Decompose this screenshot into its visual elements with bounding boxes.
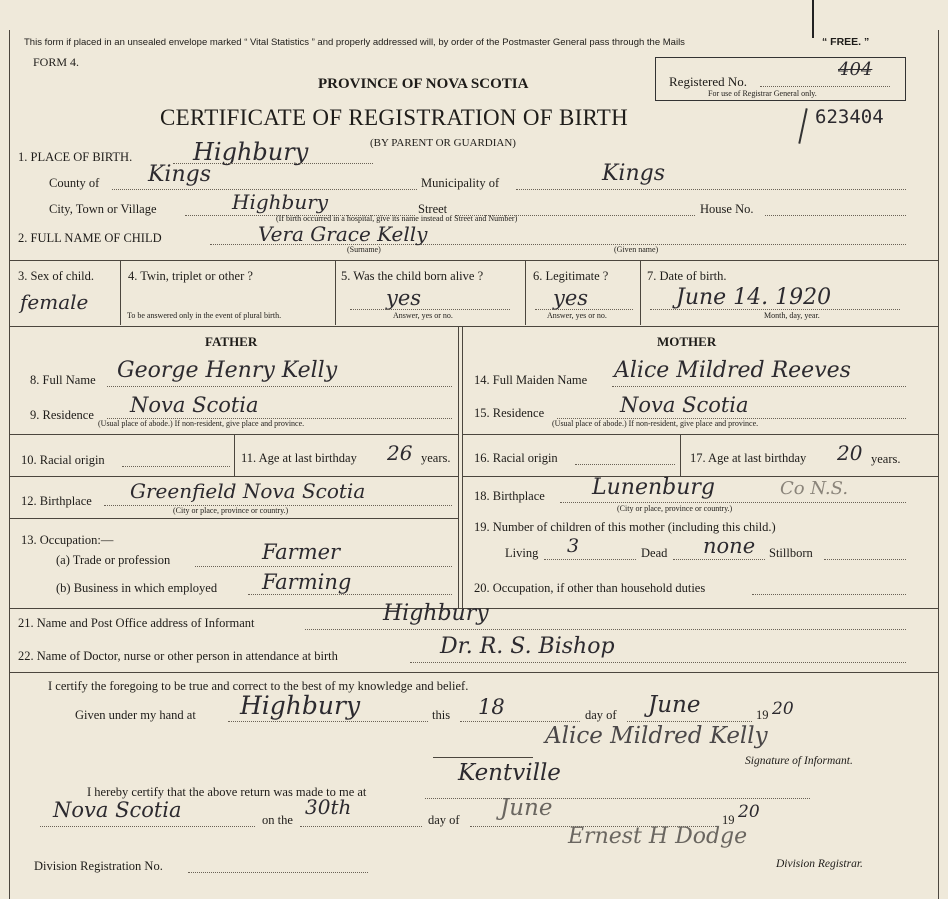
day-line <box>460 721 580 722</box>
county-value: Kings <box>148 162 212 187</box>
mother-age-label: 17. Age at last birthday <box>690 451 807 465</box>
registered-label: Registered No. <box>669 74 747 89</box>
trade-label: (a) Trade or profession <box>56 553 171 567</box>
mother-occupation-line <box>752 594 906 595</box>
house-line <box>765 215 906 216</box>
date-line <box>650 309 900 310</box>
mother-name-label: 14. Full Maiden Name <box>474 373 588 387</box>
father-years: years. <box>421 451 451 465</box>
col-divider <box>335 260 336 325</box>
stamp-number: 623404 <box>815 106 884 128</box>
father-birthplace-note: (City or place, province or country.) <box>173 506 289 515</box>
ink-stroke <box>812 0 814 38</box>
business-value: Farming <box>262 570 352 594</box>
business-line <box>248 594 452 595</box>
signature-line <box>433 757 533 758</box>
mother-residence-label: 15. Residence <box>474 406 545 420</box>
trade-line <box>195 566 452 567</box>
col-divider <box>120 260 121 325</box>
registrar-day-label: day of <box>428 813 460 827</box>
municipality-label: Municipality of <box>421 176 500 190</box>
mother-birthplace-value: Lunenburg <box>592 475 715 500</box>
registrar-signature-label: Division Registrar. <box>776 858 863 870</box>
father-occupation-label: 13. Occupation:— <box>21 533 114 547</box>
living-line <box>544 559 636 560</box>
col-divider <box>234 434 235 476</box>
year-prefix: 19 <box>756 708 769 722</box>
surname-note: (Surname) <box>347 245 381 254</box>
parent-divider <box>458 326 459 608</box>
row-divider <box>9 260 938 261</box>
day-value: 18 <box>478 695 505 719</box>
father-name-line <box>107 386 452 387</box>
alive-value: yes <box>386 286 422 310</box>
form-number: FORM 4. <box>33 55 80 69</box>
registered-line <box>760 86 890 87</box>
registrar-province-value: Nova Scotia <box>53 798 182 822</box>
alive-label: 5. Was the child born alive ? <box>341 269 484 283</box>
father-residence-note: (Usual place of abode.) If non-resident, give place and province. <box>98 419 305 428</box>
row-divider <box>9 672 938 673</box>
county-label: County of <box>49 176 100 190</box>
children-label: 19. Number of children of this mother (including this child.) <box>474 520 776 534</box>
house-label: House No. <box>700 202 754 216</box>
mother-occupation-label: 20. Occupation, if other than household duties <box>474 581 706 595</box>
row-divider <box>9 326 938 327</box>
stillborn-line <box>824 559 906 560</box>
mother-name-value: Alice Mildred Reeves <box>614 358 851 383</box>
registrar-year-value: 20 <box>738 802 760 822</box>
given-name-note: (Given name) <box>614 245 659 254</box>
doctor-line <box>410 662 906 663</box>
child-name-value: Vera Grace Kelly <box>258 222 428 246</box>
this-label: this <box>432 708 451 722</box>
twin-note: To be answered only in the event of plural birth. <box>127 311 282 320</box>
registrar-statement: I hereby certify that the above return was made to me at <box>87 785 367 799</box>
informant-line <box>305 629 906 630</box>
ink-bracket <box>798 108 807 144</box>
date-value: June 14. 1920 <box>676 285 832 310</box>
father-racial-line <box>122 466 230 467</box>
row-divider <box>9 476 458 477</box>
sex-value: female <box>20 290 89 314</box>
legit-label: 6. Legitimate ? <box>533 269 609 283</box>
col-divider <box>525 260 526 325</box>
mother-birthplace-label: 18. Birthplace <box>474 489 545 503</box>
street-label: Street <box>418 202 448 216</box>
col-divider <box>680 434 681 476</box>
informant-signature-label: Signature of Informant. <box>745 755 853 767</box>
dead-line <box>673 559 765 560</box>
registrar-place-value: Kentville <box>458 760 561 786</box>
living-label: Living <box>505 546 539 560</box>
place-of-birth-value: Highbury <box>193 138 309 166</box>
date-note: Month, day, year. <box>764 311 820 320</box>
month-line <box>627 721 752 722</box>
mother-racial-line <box>575 464 675 465</box>
given-label: Given under my hand at <box>75 708 196 722</box>
division-line <box>188 872 368 873</box>
legit-note: Answer, yes or no. <box>547 311 607 320</box>
business-label: (b) Business in which employed <box>56 581 218 595</box>
registrar-year-prefix: 19 <box>722 813 735 827</box>
mailing-notice: This form if placed in an unsealed envelope marked “ Vital Statistics ” and properly addressed will, by order of the Postmaster General pass through the Mails <box>24 37 685 48</box>
mother-birthplace-note: (City or place, province or country.) <box>617 504 733 513</box>
mother-birthplace-extra: Co N.S. <box>780 478 849 499</box>
alive-note: Answer, yes or no. <box>393 311 453 320</box>
informant-value: Highbury <box>383 601 489 626</box>
dead-label: Dead <box>641 546 668 560</box>
given-place-value: Highbury <box>240 691 361 720</box>
row-divider <box>462 434 938 435</box>
registrar-day-value: 30th <box>305 795 352 819</box>
father-name-label: 8. Full Name <box>30 373 96 387</box>
informant-signature: Alice Mildred Kelly <box>545 723 768 749</box>
father-age-label: 11. Age at last birthday <box>241 451 357 465</box>
twin-label: 4. Twin, triplet or other ? <box>128 269 253 283</box>
given-place-line <box>228 721 428 722</box>
city-label: City, Town or Village <box>49 202 157 216</box>
registrar-day-line <box>300 826 422 827</box>
legit-line <box>535 309 633 310</box>
right-border <box>938 30 939 899</box>
mother-years: years. <box>871 452 901 466</box>
father-residence-value: Nova Scotia <box>130 393 259 417</box>
stillborn-label: Stillborn <box>769 546 813 560</box>
father-heading: FATHER <box>205 334 258 349</box>
division-registration-label: Division Registration No. <box>34 859 163 873</box>
registrar-signature: Ernest H Dodge <box>568 824 748 849</box>
city-value: Highbury <box>232 190 329 214</box>
parent-divider <box>462 326 463 608</box>
row-divider <box>9 518 458 519</box>
father-name-value: George Henry Kelly <box>117 358 338 383</box>
hospital-note: (If birth occurred in a hospital, give its name instead of Street and Number) <box>276 214 518 223</box>
col-divider <box>640 260 641 325</box>
province-line <box>40 826 255 827</box>
mother-residence-value: Nova Scotia <box>620 393 749 417</box>
month-value: June <box>648 692 701 718</box>
dead-value: none <box>703 534 756 558</box>
on-the-label: on the <box>262 813 293 827</box>
registrar-place-line <box>425 798 810 799</box>
place-of-birth-label: 1. PLACE OF BIRTH. <box>18 150 133 164</box>
father-residence-label: 9. Residence <box>30 408 94 422</box>
father-age-value: 26 <box>387 441 413 465</box>
date-label: 7. Date of birth. <box>647 269 727 283</box>
left-border <box>9 30 10 899</box>
father-birthplace-value: Greenfield Nova Scotia <box>130 479 366 503</box>
mother-heading: MOTHER <box>657 334 717 349</box>
registered-value: 404 <box>838 59 873 80</box>
alive-line <box>350 309 510 310</box>
trade-value: Farmer <box>262 540 341 564</box>
municipality-line <box>516 189 906 190</box>
living-value: 3 <box>567 535 580 557</box>
mother-name-line <box>612 386 906 387</box>
father-racial-label: 10. Racial origin <box>21 453 105 467</box>
child-name-label: 2. FULL NAME OF CHILD <box>18 231 162 245</box>
mother-residence-note: (Usual place of abode.) If non-resident, give place and province. <box>552 419 759 428</box>
free-label: “ FREE. ” <box>822 36 870 48</box>
sex-label: 3. Sex of child. <box>18 269 95 283</box>
legit-value: yes <box>553 286 589 310</box>
province-heading: PROVINCE OF NOVA SCOTIA <box>318 76 529 92</box>
year-value: 20 <box>772 699 794 719</box>
informant-label: 21. Name and Post Office address of Informant <box>18 616 255 630</box>
doctor-value: Dr. R. S. Bishop <box>440 634 615 659</box>
certificate-title: CERTIFICATE OF REGISTRATION OF BIRTH <box>160 105 629 130</box>
certificate-subtitle: (BY PARENT OR GUARDIAN) <box>370 137 516 149</box>
doctor-label: 22. Name of Doctor, nurse or other person in attendance at birth <box>18 649 338 663</box>
registered-note: For use of Registrar General only. <box>708 89 817 98</box>
municipality-value: Kings <box>602 161 666 186</box>
registrar-month-value: June <box>500 795 553 821</box>
mother-age-value: 20 <box>837 441 863 465</box>
mother-racial-label: 16. Racial origin <box>474 451 558 465</box>
father-birthplace-label: 12. Birthplace <box>21 494 92 508</box>
certify-statement: I certify the foregoing to be true and correct to the best of my knowledge and belief. <box>48 679 469 693</box>
day-label: day of <box>585 708 617 722</box>
mother-birthplace-line <box>560 502 906 503</box>
